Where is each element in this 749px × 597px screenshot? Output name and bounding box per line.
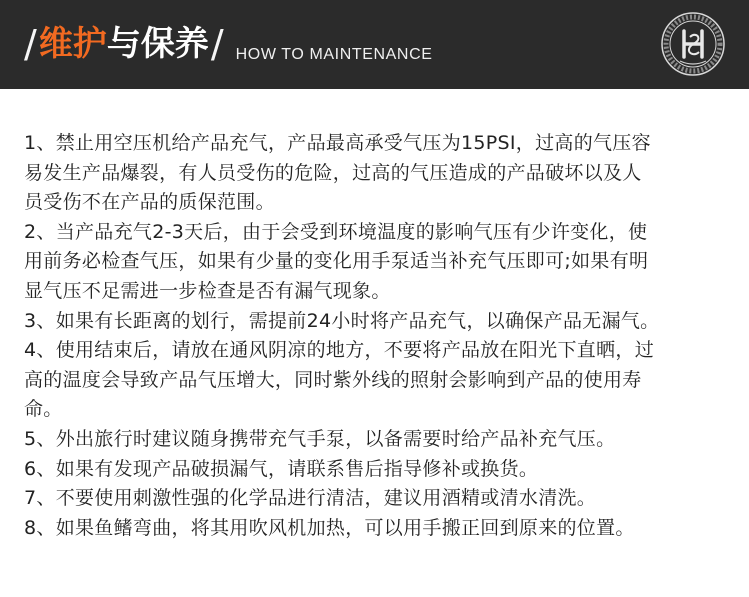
instruction-line: 4、使用结束后，请放在通风阴凉的地方，不要将产品放在阳光下直晒，过 [24,339,654,362]
title-rest: 与保养 [106,24,209,64]
instruction-line: 3、如果有长距离的划行，需提前24小时将产品充气，以确保产品无漏气。 [24,309,660,332]
header-banner [0,0,749,89]
instruction-line: 用前务必检查气压，如果有少量的变化用手泵适当补充气压即可;如果有明 [24,250,649,273]
title-slash-left: / [24,22,37,66]
instruction-line: 8、如果鱼鳍弯曲，将其用吹风机加热，可以用手搬正回到原来的位置。 [24,516,635,539]
instruction-line: 2、当产品充气2-3天后，由于会受到环境温度的影响气压有少许变化，使 [24,220,648,243]
instruction-line: 显气压不足需进一步检查是否有漏气现象。 [24,279,391,302]
section-title [24,22,433,66]
instruction-line: 5、外出旅行时建议随身携带充气手泵，以备需要时给产品补充气压。 [24,427,616,450]
title-slash-right: / [210,22,224,66]
instruction-line: 高的温度会导致产品气压增大，同时紫外线的照射会影响到产品的使用寿 [24,368,642,391]
instruction-line: 命。 [24,398,63,421]
title-accent: 维护 [38,24,107,64]
instruction-line: 易发生产品爆裂，有人员受伤的危险，过高的气压造成的产品破坏以及人 [24,161,642,184]
instruction-line: 6、如果有发现产品破损漏气，请联系售后指导修补或换货。 [24,457,539,480]
instruction-line: 7、不要使用刺激性强的化学品进行清洁，建议用酒精或清水清洗。 [24,487,597,510]
brand-logo-icon [660,11,726,77]
title-chinese [39,22,209,66]
maintenance-instructions [24,129,728,543]
instruction-line: 1、禁止用空压机给产品充气，产品最高承受气压为15PSI，过高的气压容 [24,132,651,154]
instruction-line: 员受伤不在产品的质保范围。 [24,191,275,214]
title-english: HOW TO MAINTENANCE [235,46,433,63]
